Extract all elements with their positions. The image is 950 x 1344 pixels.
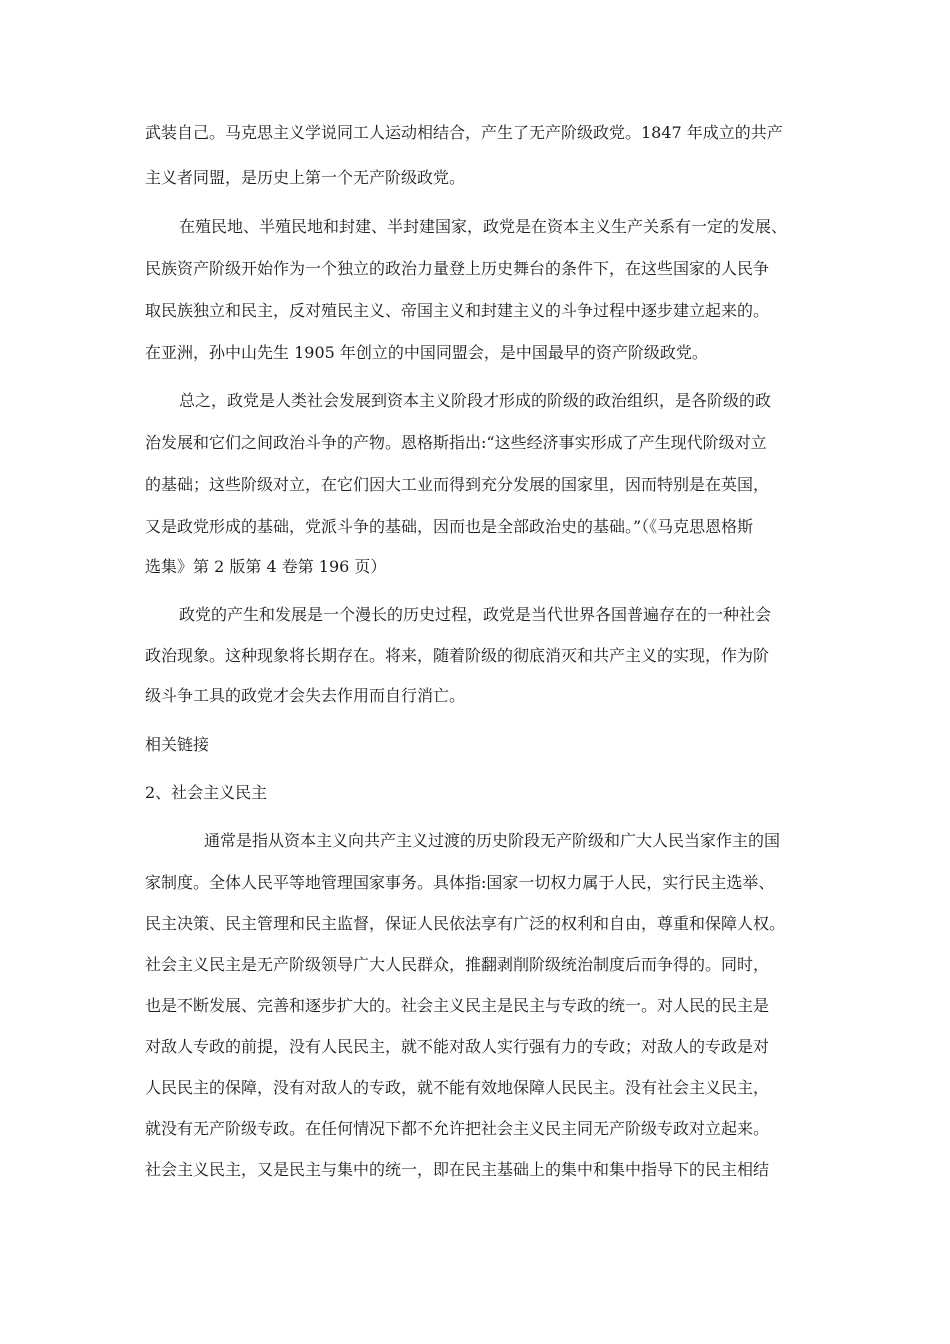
text-line: 治发展和它们之间政治斗争的产物。恩格斯指出:“这些经济事实形成了产生现代阶级对立 bbox=[145, 433, 767, 452]
text-line: 级斗争工具的政党才会失去作用而自行消亡。 bbox=[145, 686, 466, 705]
text-line: 在亚洲，孙中山先生 1905 年创立的中国同盟会，是中国最早的资产阶级政党。 bbox=[145, 343, 708, 362]
text-line: 主义者同盟，是历史上第一个无产阶级政党。 bbox=[145, 168, 466, 187]
text-line: 又是政党形成的基础，党派斗争的基础，因而也是全部政治史的基础。”（《马克思恩格斯 bbox=[145, 517, 754, 536]
text-line: 武装自己。马克思主义学说同工人运动相结合，产生了无产阶级政党。1847 年成立的共产 bbox=[145, 123, 783, 142]
text-line: 就没有无产阶级专政。在任何情况下都不允许把社会主义民主同无产阶级专政对立起来。 bbox=[145, 1119, 770, 1138]
text-line: 的基础；这些阶级对立，在它们因大工业而得到充分发展的国家里，因而特别是在英国， bbox=[145, 475, 770, 494]
text-line: 总之，政党是人类社会发展到资本主义阶段才形成的阶级的政治组织，是各阶级的政 bbox=[179, 391, 772, 410]
text-line: 通常是指从资本主义向共产主义过渡的历史阶段无产阶级和广大人民当家作主的国 bbox=[204, 831, 781, 850]
text-line: 社会主义民主，又是民主与集中的统一，即在民主基础上的集中和集中指导下的民主相结 bbox=[145, 1160, 770, 1179]
section-label: 相关链接 bbox=[145, 735, 210, 754]
text-line: 人民民主的保障，没有对敌人的专政，就不能有效地保障人民民主。没有社会主义民主， bbox=[145, 1078, 770, 1097]
text-line: 政治现象。这种现象将长期存在。将来，随着阶级的彻底消灭和共产主义的实现，作为阶 bbox=[145, 646, 770, 665]
text-line: 选集》第 2 版第 4 卷第 196 页） bbox=[145, 557, 387, 576]
text-line: 也是不断发展、完善和逐步扩大的。社会主义民主是民主与专政的统一。对人民的民主是 bbox=[145, 996, 770, 1015]
text-line: 家制度。全体人民平等地管理国家事务。具体指:国家一切权力属于人民，实行民主选举、 bbox=[145, 873, 775, 892]
text-line: 民主决策、民主管理和民主监督，保证人民依法享有广泛的权利和自由，尊重和保障人权。 bbox=[145, 914, 786, 933]
text-line: 对敌人专政的前提，没有人民民主，就不能对敌人实行强有力的专政；对敌人的专政是对 bbox=[145, 1037, 770, 1056]
section-heading: 2、社会主义民主 bbox=[145, 783, 268, 802]
text-line: 政党的产生和发展是一个漫长的历史过程，政党是当代世界各国普遍存在的一种社会 bbox=[179, 605, 772, 624]
text-line: 在殖民地、半殖民地和封建、半封建国家，政党是在资本主义生产关系有一定的发展、 bbox=[179, 217, 788, 236]
text-line: 民族资产阶级开始作为一个独立的政治力量登上历史舞台的条件下，在这些国家的人民争 bbox=[145, 259, 770, 278]
text-line: 社会主义民主是无产阶级领导广大人民群众，推翻剥削阶级统治制度后而争得的。同时， bbox=[145, 955, 770, 974]
text-line: 取民族独立和民主，反对殖民主义、帝国主义和封建主义的斗争过程中逐步建立起来的。 bbox=[145, 301, 770, 320]
